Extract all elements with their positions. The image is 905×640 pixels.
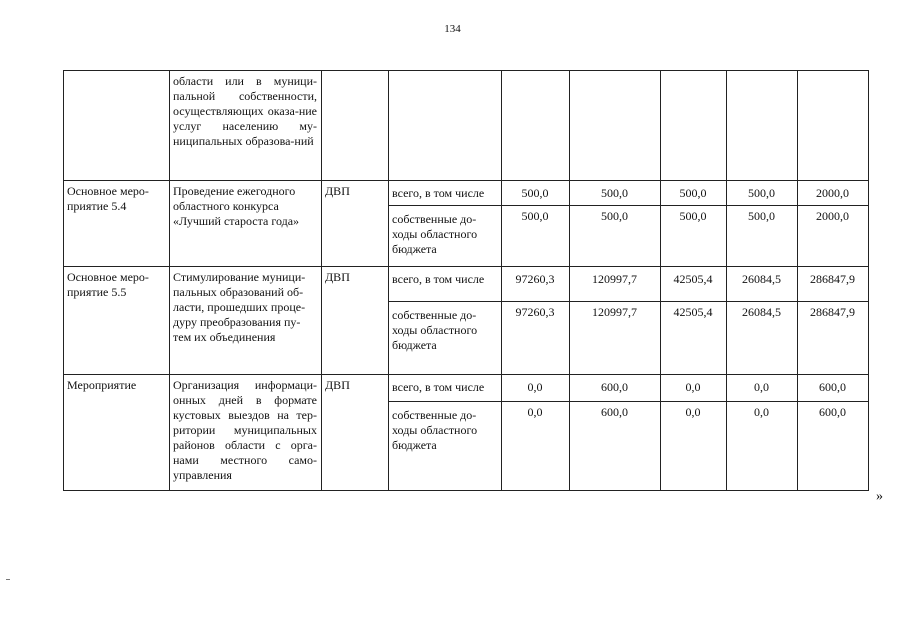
margin-mark	[6, 579, 10, 580]
measure-code	[64, 71, 170, 181]
value-cell: 26084,5	[727, 267, 798, 302]
value-cell: 0,0	[661, 375, 727, 402]
value-cell: 500,0	[502, 206, 570, 267]
executor	[322, 71, 389, 181]
value-cell: 0,0	[502, 375, 570, 402]
value-cell: 0,0	[727, 402, 798, 491]
value-cell: 600,0	[570, 375, 661, 402]
value-cell: 500,0	[661, 206, 727, 267]
page-number: 134	[444, 23, 461, 35]
total-cell: 2000,0	[798, 181, 869, 206]
total-cell: 286847,9	[798, 267, 869, 302]
closing-quote: »	[876, 489, 883, 504]
value-cell: 500,0	[661, 181, 727, 206]
table-row	[64, 375, 869, 402]
value-cell	[661, 71, 727, 181]
value-cell: 0,0	[502, 402, 570, 491]
value-cell: 26084,5	[727, 302, 798, 375]
executor: ДВП	[322, 375, 389, 491]
value-cell: 120997,7	[570, 302, 661, 375]
table-row	[64, 267, 869, 302]
total-cell: 286847,9	[798, 302, 869, 375]
value-cell: 500,0	[502, 181, 570, 206]
measure-code: Основное меро-приятие 5.5	[64, 267, 170, 375]
funding-source: всего, в том числе	[389, 267, 502, 302]
value-cell	[727, 71, 798, 181]
value-cell	[502, 71, 570, 181]
value-cell: 97260,3	[502, 302, 570, 375]
executor: ДВП	[322, 181, 389, 267]
value-cell: 500,0	[727, 206, 798, 267]
funding-source: собственные до-ходы областного бюджета	[389, 302, 502, 375]
value-cell: 500,0	[570, 181, 661, 206]
executor: ДВП	[322, 267, 389, 375]
measure-code: Основное меро-приятие 5.4	[64, 181, 170, 267]
funding-source	[389, 71, 502, 181]
total-cell: 2000,0	[798, 206, 869, 267]
table-row	[64, 71, 869, 181]
total-cell	[798, 71, 869, 181]
funding-source: собственные до-ходы областного бюджета	[389, 206, 502, 267]
value-cell	[570, 71, 661, 181]
funding-source: всего, в том числе	[389, 375, 502, 402]
value-cell: 120997,7	[570, 267, 661, 302]
value-cell: 42505,4	[661, 267, 727, 302]
measure-code: Мероприятие	[64, 375, 170, 491]
value-cell: 500,0	[727, 181, 798, 206]
measure-name: Проведение ежегодного областного конкурса «Лучший староста года»	[170, 181, 322, 267]
value-cell: 0,0	[727, 375, 798, 402]
total-cell: 600,0	[798, 402, 869, 491]
value-cell: 500,0	[570, 206, 661, 267]
value-cell: 42505,4	[661, 302, 727, 375]
measure-name: области или в муници-пальной собственности, осуществляющих оказа-ние услуг населению му-ниципальных образова-ний	[170, 71, 322, 181]
value-cell: 600,0	[570, 402, 661, 491]
value-cell: 0,0	[661, 402, 727, 491]
funding-source: всего, в том числе	[389, 181, 502, 206]
total-cell: 600,0	[798, 375, 869, 402]
measure-name: Организация информаци-онных дней в формате кустовых выездов на тер-ритории муниципальных районов области с орга-нами местного само-управления	[170, 375, 322, 491]
value-cell: 97260,3	[502, 267, 570, 302]
budget-table	[63, 70, 869, 491]
measure-name: Стимулирование муници-пальных образований об-ласти, прошедших проце-дуру преобразования пу-тем их объединения	[170, 267, 322, 375]
table-row	[64, 181, 869, 206]
funding-source: собственные до-ходы областного бюджета	[389, 402, 502, 491]
